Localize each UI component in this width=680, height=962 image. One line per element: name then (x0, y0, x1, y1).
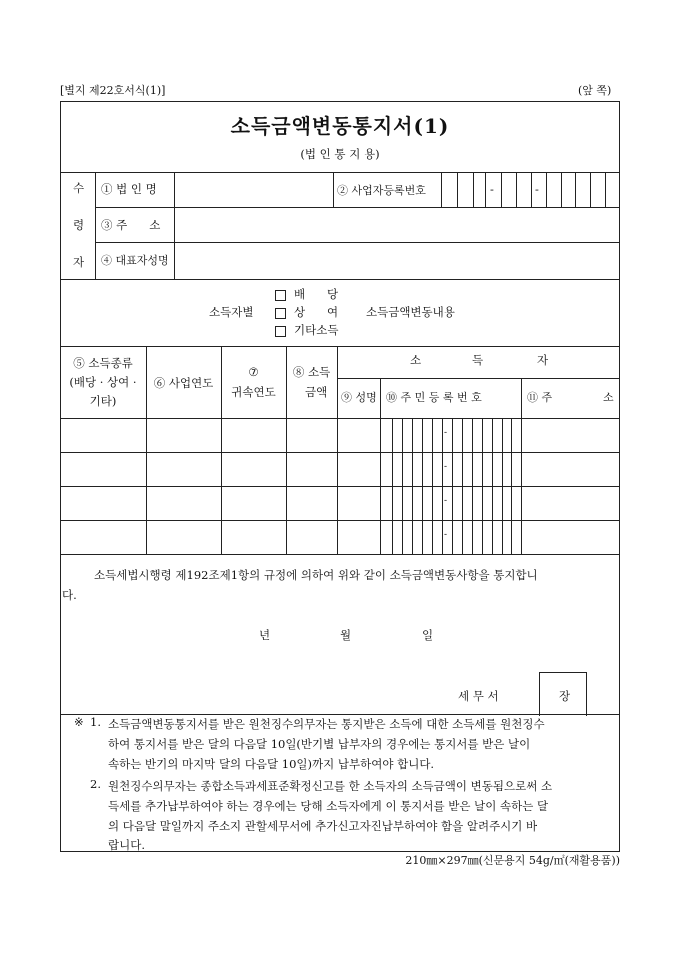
checkbox-other-income[interactable] (275, 326, 286, 337)
col-business-year-header: ⑥ 사업연도 (153, 376, 214, 390)
tax-office-label: 세 무 서 (458, 689, 499, 703)
seal-label: 장 (559, 689, 571, 703)
col-attribution-year-header: ⑦ (248, 365, 259, 379)
table-row[interactable] (61, 521, 620, 554)
rule (575, 172, 576, 207)
rule (174, 172, 175, 279)
page-side-label: (앞 쪽) (578, 84, 612, 97)
col-income-amount-header-sub: 금액 (305, 385, 328, 399)
checkbox-bonus[interactable] (275, 308, 286, 319)
rule (546, 172, 547, 207)
rule (531, 172, 532, 207)
rule (60, 554, 620, 555)
col-attribution-year-header-sub: 귀속연도 (231, 385, 276, 399)
notice-text-cont: 다. (62, 588, 77, 602)
rule (60, 346, 620, 347)
col-address-header-tail: 소 (603, 391, 614, 404)
col-income-type-header-sub: 기타) (89, 394, 117, 408)
ssn-separator: - (444, 530, 448, 540)
income-type-label: 소득자별 (209, 305, 254, 319)
option-bonus: 상 여 (294, 305, 339, 319)
table-row[interactable] (61, 487, 620, 520)
note-2-number: 2. (90, 777, 101, 791)
recipient-label-char: 령 (73, 218, 85, 232)
ssn-separator: - (444, 428, 448, 438)
rule (95, 172, 96, 279)
ssn-separator: - (444, 496, 448, 506)
rule (457, 172, 458, 207)
col-income-type-header-sub: (배당 · 상여 · (69, 375, 137, 389)
rule (473, 172, 474, 207)
rule (485, 172, 486, 207)
option-other-income: 기타소득 (294, 323, 339, 337)
biz-reg-separator: - (535, 182, 539, 196)
col-income-amount-header: ⑧ 소득 (292, 365, 331, 379)
note-mark: ※ (74, 715, 84, 729)
table-row[interactable] (61, 453, 620, 486)
checkbox-dividend[interactable] (275, 290, 286, 301)
earner-header-char: 소 (410, 353, 422, 367)
rule (605, 172, 606, 207)
biz-reg-separator: - (490, 182, 494, 196)
col-ssn-header: ⑩ 주 민 등 록 번 호 (386, 391, 482, 404)
recipient-label-char: 수 (73, 181, 85, 195)
col-income-type-header: ⑤ 소득종류 (73, 356, 133, 370)
income-change-content-label: 소득금액변동내용 (366, 305, 455, 319)
notice-text: 소득세법시행령 제192조제1항의 규정에 의하여 위와 같이 소득금액변동사항을 통지합니 (94, 568, 538, 582)
col-address-header: ⑪ 주 (527, 391, 553, 404)
paper-spec: 210㎜×297㎜(신문용지 54g/㎡(재활용품)) (405, 854, 620, 867)
recipient-label-char: 자 (73, 255, 85, 269)
rule (333, 172, 334, 207)
rule (516, 172, 517, 207)
note-1-number: 1. (90, 715, 101, 729)
note-1-line: 소득금액변동통지서를 받은 원천징수의무자는 통지받은 소득에 대한 소득세를 원천징수 (108, 717, 545, 731)
note-1-line: 속하는 반기의 마지막 달의 다음달 10일)까지 납부하여야 합니다. (108, 757, 435, 771)
rule (590, 172, 591, 207)
table-row[interactable] (61, 419, 620, 452)
date-month-label: 월 (340, 628, 352, 642)
form-subtitle: (법 인 통 지 용) (300, 147, 380, 161)
form-id: [별지 제22호서식(1)] (60, 84, 166, 97)
col-name-header: ⑨ 성명 (341, 391, 377, 404)
note-2-line: 의 다음달 말일까지 주소지 관할세무서에 추가신고자진납부하여야 함을 알려주시기 바 (108, 819, 538, 833)
rule (561, 172, 562, 207)
rule (441, 172, 442, 207)
date-year-label: 년 (259, 628, 271, 642)
earner-header-char: 득 (472, 353, 484, 367)
note-1-line: 하여 통지서를 받은 달의 다음달 10일(반기별 납부자의 경우에는 통지서를 받은 날이 (108, 737, 531, 751)
note-2-line: 원천징수의무자는 종합소득과세표준확정신고를 한 소득자의 소득금액이 변동됨으로써 소 (108, 779, 553, 793)
biz-reg-label: ② 사업자등록번호 (337, 184, 426, 197)
form-title: 소득금액변동통지서(1) (230, 114, 450, 138)
corp-name-label: ① 법 인 명 (101, 182, 157, 196)
note-2-line: 득세를 추가납부하여야 하는 경우에는 당해 소득자에게 이 통지서를 받은 날이 속하는 달 (108, 799, 549, 813)
option-dividend: 배 당 (294, 287, 339, 301)
earner-header-char: 자 (537, 353, 549, 367)
rule (60, 172, 620, 173)
address-label: ③ 주 소 (101, 218, 161, 232)
date-day-label: 일 (422, 628, 434, 642)
rep-name-label: ④ 대표자성명 (101, 254, 169, 267)
rule (501, 172, 502, 207)
ssn-separator: - (444, 462, 448, 472)
rule (60, 279, 620, 280)
note-2-line: 랍니다. (108, 838, 145, 852)
